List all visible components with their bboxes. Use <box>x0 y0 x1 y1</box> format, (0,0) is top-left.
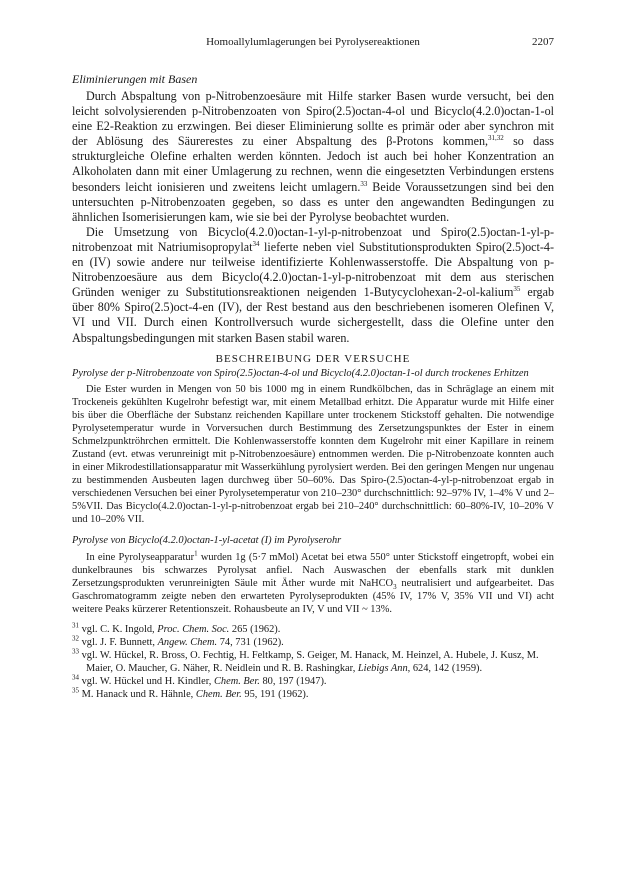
footnote: $^{33}$ vgl. W. Hückel, R. Bross, O. Fechtig, H. Feltkamp, S. Geiger, M. Hanack, M. Heinzel, A. Hubele, J. Kusz, M. Maier, O. Maucher, G. Näher, R. Neidlein und R. B. Rashingkar, Liebigs Ann, 624, 142 (1959). <box>72 647 539 674</box>
section-body-eliminierungen <box>72 89 554 346</box>
footnote-ref: 31,32 <box>488 134 504 143</box>
subscript: 3 <box>393 582 397 591</box>
paper-page <box>72 36 554 701</box>
section-heading-versuche: BESCHREIBUNG DER VERSUCHE <box>215 352 411 365</box>
footnote-ref: 33 <box>360 179 368 188</box>
running-title: Homoallylumlagerungen bei Pyrolysereaktionen <box>206 36 420 48</box>
paragraph-4: In eine Pyrolyseapparatur$^1$ wurden 1g (5·7 mMol) Acetat bei etwa 550° unter Stickstoff eingetropft, wobei ein dunkelbraunes bis schwarzes Pyrolysat anfiel. Nach Auswaschen der ebenfalls stark mit dunklen Zersetzungsprodukten verunreinigten Säule mit Äther wurde mit NaHCO$_3$ neutralisiert und aufgearbeitet. Das Gaschromatogramm zeigte neben den erwarteten Pyrolyseprodukten (45% IV, 17% V, 35% VII und VI) acht weitere Peaks kürzerer Retentionszeit. Rohausbeute an IV, V und VII ~ 13%. <box>72 549 554 615</box>
paragraph-2: Die Umsetzung von Bicyclo(4.2.0)octan-1-yl-p-nitrobenzoat und Spiro(2.5)octan-1-yl-p-nitrobenzoat mit Natriumisopropylat$^{34}$ lieferte neben viel Substitutionsprodukten Spiro(2.5)oct-4-en (IV) sowie andere nur teilweise identifizierte Kohlenwasserstoffe. Die Abspaltung von p-Nitrobenzoesäure aus dem Bicyclo(4.2.0)octan-1-yl-p-nitrobenzoat mit dem aus sterischen Gründen weniger zu Substitutionsreaktionen neigenden 1-Butycyclohexan-2-ol-kalium$^{35}$ ergab über 80% Spiro(2.5)oct-4-en (IV), der Rest bestand aus den beschriebenen isomeren Olefinen V, VI und VII. Durch einen Kontrollversuch wurde sichergestellt, dass die Olefine unter den Abspaltungsbedingungen mit starken Basen stabil waren. <box>72 224 554 345</box>
footnote: $^{34}$ vgl. W. Hückel und H. Kindler, Chem. Ber. 80, 197 (1947). <box>72 673 327 687</box>
page-number: 2207 <box>532 36 554 48</box>
page-header <box>72 36 554 56</box>
footnotes <box>72 623 554 701</box>
footnote: $^{31}$ vgl. C. K. Ingold, Proc. Chem. Soc. 265 (1962). <box>72 621 281 635</box>
spacer <box>72 526 554 535</box>
section-body-versuche <box>72 368 554 616</box>
paragraph-3: Die Ester wurden in Mengen von 50 bis 1000 mg in einem Rundkölbchen, das in Schräglage an einem mit Trockeneis gekühlten Kugelrohr befestigt war, mit einem Metallbad erhitzt. Die Apparatur wurde mit Hilfe einer bis über die Oberfläche der Substanz reichenden Kapillare unter trockenem Stickstoff gehalten. Die notwendige Pyrolysetemperatur wurde in Vorversuchen durch Bestimmung des Zersetzungspunktes der Ester in einem Schmelzpunktröhrchen ermittelt. Die Kohlenwasserstoffe konnten dem Kugelrohr mit einer Kapillare in reinem Zustand (evt. etwas verunreinigt mit p-Nitrobenzoesäure) entnommen werden. Die p-Nitrobenzoate konnten auch in einer Mikrodestillationsapparatur mit Wasserkühlung pyrolysiert werden. Bei den geringen Mengen nur ungenau zu bestimmenden Ausbeuten lagen durchweg über 50–60%. Das Spiro-(2.5)octan-4-yl-p-nitrobenzoat ergab in verschiedenen Versuchen bei einer Pyrolysetemperatur von 210–230° durchschnittlich: 92–97% IV, 1–4% V und 2–5%VII. Das Bicyclo(4.2.0)octan-1-yl-p-nitrobenzoat ergab bei 210–240° durchschnittlich: 60–80%-IV, 10–20% V und 10–20% VII. <box>72 384 554 526</box>
section-heading-eliminierungen: Eliminierungen mit Basen <box>72 72 198 86</box>
subheading-pyrolyse-rohr: Pyrolyse von Bicyclo(4.2.0)octan-1-yl-acetat (I) im Pyrolyserohr <box>72 535 342 547</box>
footnote-ref: 35 <box>513 285 521 294</box>
footnote-ref: 34 <box>252 239 260 248</box>
footnote: $^{35}$ M. Hanack und R. Hähnle, Chem. Ber. 95, 191 (1962). <box>72 686 309 700</box>
paragraph-1: Durch Abspaltung von p-Nitrobenzoesäure mit Hilfe starker Basen wurde versucht, bei den leicht solvolysierenden p-Nitrobenzoaten von Spiro(2.5)octan-4-ol und Bicyclo(4.2.0)octan-1-ol eine E2-Reaktion zu erzwingen. Bei dieser Eliminierung sollte es primär oder aber synchron mit der Ablösung des Säurerestes zu einer Abspaltung des β-Protons kommen,$^{31,32}$ so dass strukturgleiche Olefine erhalten werden könnten. Jedoch ist auch bei hoher Konzentration an Alkoholaten dann mit einer Umlagerung zu rechnen, wenn die eingesetzten Verbindungen erstens besonders leicht ionisieren und zweitens leicht umlagern.$^{33}$ Beide Voraussetzungen sind bei den untersuchten p-Nitrobenzoaten gegeben, so dass es unter den angewandten Bedingungen zu ähnlichen Isomerisierungen kam, wie sie bei der Pyrolyse beobachtet wurden. <box>72 89 554 224</box>
subheading-pyrolyse-erhitzen: Pyrolyse der p-Nitrobenzoate von Spiro(2.5)octan-4-ol und Bicyclo(4.2.0)octan-1-ol durch trockenes Erhitzen <box>72 367 529 379</box>
footnote: $^{32}$ vgl. J. F. Bunnett, Angew. Chem. 74, 731 (1962). <box>72 634 284 648</box>
footnote-ref: 1 <box>194 549 198 558</box>
